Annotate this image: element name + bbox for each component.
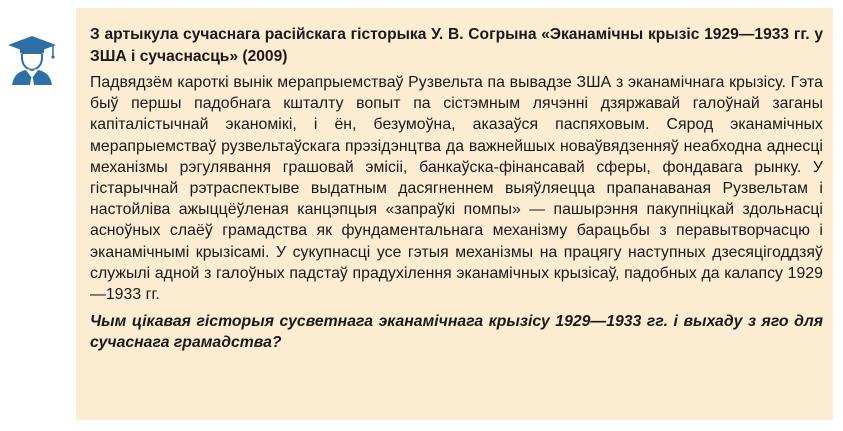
source-heading: З артыкула сучаснага расійскага гісторыка У. В. Согрына «Эканамічны крызіс 1929—1933 гг. у ЗША і сучаснасць» (2009) <box>90 26 823 65</box>
question-text: Чым цікавая гісторыя сусветнага эканамічнага крызісу 1929—1933 гг. і выхаду з яго для сучаснага грамадства? <box>90 313 823 352</box>
source-excerpt-panel <box>76 8 833 420</box>
excerpt-text: Падвядзём кароткі вынік мерапрыемстваў Рузвельта па вывадзе ЗША з эканамічнага крызісу. Гэта быў першы падобнага кшталту вопыт па сістэмным лячэнні дзяржавай галоўнай заганы капіталістычнай эканомікі, і ён, безумоўна, аказаўся паспяховым. Сярод эканамічных мерапрыемстваў рузвельтаўскага прэзідэнцтва да важнейшых новаўвядзенняў неабходна аднесці механізмы рэгулявання грашовай эмісіі, банкаўска-фінансавай сферы, фондавага рынку. У гістарычнай рэтраспектыве выдатным дасягненнем выяўляецца прапанаваная Рузвельтам і настойліва ажыццёўленая канцэпцыя «запраўкі помпы» — пашырэння пакупніцкай здольнасці асноўных слаёў грамадства як фундаментальнага механізму барацьбы з перавытворчасцю і эканамічнымі крызісамі. У сукупнасці усе гэтыя механізмы на працягу наступных дзесяцігоддзяў служылі адной з галоўных падстаў прадухілення эканамічных крызісаў, падобных да калапсу 1929—1933 гг. <box>90 74 823 304</box>
graduate-avatar-icon <box>6 34 58 86</box>
scholar-icon <box>6 34 58 86</box>
